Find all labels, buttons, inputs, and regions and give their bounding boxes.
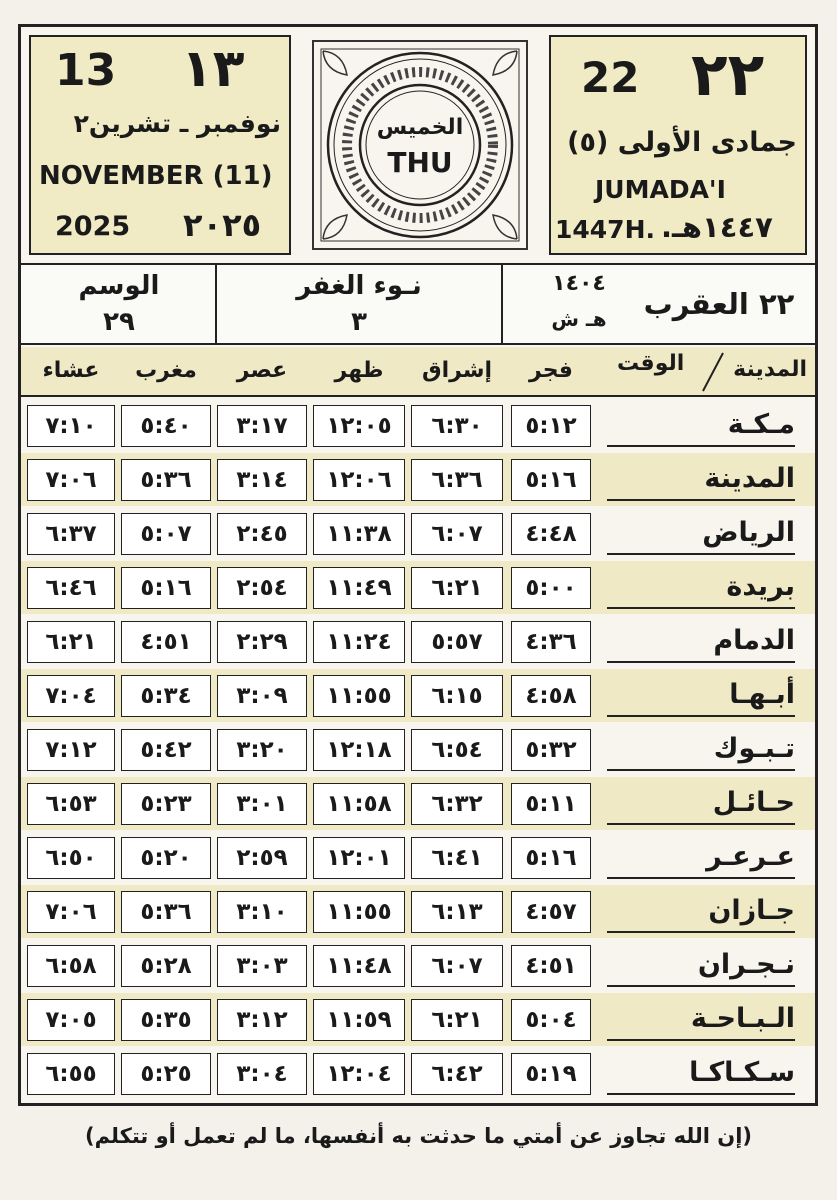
time-maghrib: ٥:٢٣: [121, 783, 211, 825]
hadith-footer: (إن الله تجاوز عن أمتي ما حدثت به أنفسها، ما لم تعمل أو تتكلم): [84, 1124, 753, 1148]
time-fajr: ٥:٠٤: [511, 999, 591, 1041]
time-sunrise: ٦:٥٤: [411, 729, 503, 771]
time-dhuhr: ١١:٤٨: [313, 945, 405, 987]
time-sunrise: ٦:٣٦: [411, 459, 503, 501]
weekday-seal: [309, 37, 531, 253]
solar-year: ١٤٠٤: [552, 271, 606, 296]
city-name: المدينة: [607, 459, 795, 501]
time-maghrib: ٥:٣٥: [121, 999, 211, 1041]
time-dhuhr: ١٢:٠٥: [313, 405, 405, 447]
time-maghrib: ٥:٢٠: [121, 837, 211, 879]
col-isha: عشاء: [42, 358, 100, 383]
header-city: المدينة: [733, 357, 807, 382]
time-sunrise: ٦:٢١: [411, 567, 503, 609]
time-dhuhr: ١١:٥٩: [313, 999, 405, 1041]
time-asr: ٣:١٤: [217, 459, 307, 501]
time-sunrise: ٦:١٥: [411, 675, 503, 717]
time-fajr: ٤:٥٧: [511, 891, 591, 933]
time-dhuhr: ١١:٥٥: [313, 891, 405, 933]
time-dhuhr: ١١:٤٩: [313, 567, 405, 609]
table-row: [21, 561, 815, 614]
time-isha: ٦:٥٨: [27, 945, 115, 987]
hijri-day-en: 22: [581, 53, 640, 102]
time-sunrise: ٦:٢١: [411, 999, 503, 1041]
city-name: تـبـوك: [607, 729, 795, 771]
hijri-year-ar: ١٤٤٧هـ.: [661, 210, 773, 244]
time-dhuhr: ١١:٣٨: [313, 513, 405, 555]
season-info-row: [21, 263, 815, 345]
weekday-name-ar: الخميس: [376, 115, 464, 140]
time-sunrise: ٦:٣٠: [411, 405, 503, 447]
time-sunrise: ٦:١٣: [411, 891, 503, 933]
gregorian-year-en: 2025: [55, 211, 131, 242]
col-city-time: [599, 347, 813, 395]
city-name: حـائـل: [607, 783, 795, 825]
hijri-panel: [549, 35, 807, 255]
hijri-month-en: JUMADA'I: [595, 175, 726, 204]
hijri-month-ar: جمادى الأولى (٥): [567, 127, 797, 158]
city-name: الـبـاحـة: [607, 999, 795, 1041]
time-dhuhr: ١٢:٠٦: [313, 459, 405, 501]
time-maghrib: ٥:٣٤: [121, 675, 211, 717]
table-row: [21, 669, 815, 722]
zodiac-cell: [501, 265, 815, 343]
time-isha: ٧:٠٦: [27, 459, 115, 501]
col-asr: عصر: [236, 358, 288, 383]
time-asr: ٣:٠٩: [217, 675, 307, 717]
time-asr: ٣:١٧: [217, 405, 307, 447]
gregorian-panel: [29, 35, 291, 255]
time-asr: ٣:٠٤: [217, 1053, 307, 1095]
gregorian-month-ar: نوفمبر ـ تشرين٢: [73, 109, 281, 138]
header-time: الوقت: [617, 351, 685, 376]
time-maghrib: ٥:٢٨: [121, 945, 211, 987]
table-row: [21, 453, 815, 506]
solar-suffix: هـ ش: [551, 307, 607, 331]
time-isha: ٧:١٠: [27, 405, 115, 447]
time-isha: ٧:١٢: [27, 729, 115, 771]
time-fajr: ٤:٣٦: [511, 621, 591, 663]
naw-label: نـوء الغفر: [296, 271, 422, 301]
wasm-value: ٢٩: [103, 307, 135, 337]
time-maghrib: ٥:٠٧: [121, 513, 211, 555]
naw-value: ٣: [351, 307, 367, 337]
time-isha: ٦:٤٦: [27, 567, 115, 609]
calendar-frame: [18, 24, 818, 1106]
seal-ornament: [309, 37, 531, 253]
time-maghrib: ٥:٤٠: [121, 405, 211, 447]
time-dhuhr: ١١:٢٤: [313, 621, 405, 663]
time-sunrise: ٦:٤١: [411, 837, 503, 879]
gregorian-year-ar: ٢٠٢٥: [183, 206, 262, 244]
time-isha: ٧:٠٤: [27, 675, 115, 717]
wasm-cell: [21, 265, 217, 343]
time-asr: ٢:٢٩: [217, 621, 307, 663]
prayer-table-header: [21, 347, 815, 397]
time-dhuhr: ١٢:٠١: [313, 837, 405, 879]
time-fajr: ٥:١٢: [511, 405, 591, 447]
gregorian-day-en: 13: [55, 45, 117, 96]
city-name: نـجـران: [607, 945, 795, 987]
zodiac-date: ٢٢ العقرب: [643, 287, 795, 321]
time-maghrib: ٥:٢٥: [121, 1053, 211, 1095]
table-row: [21, 777, 815, 830]
table-row: [21, 1047, 815, 1100]
time-dhuhr: ١١:٥٨: [313, 783, 405, 825]
time-fajr: ٤:٤٨: [511, 513, 591, 555]
time-fajr: ٥:٣٢: [511, 729, 591, 771]
city-name: الرياض: [607, 513, 795, 555]
time-dhuhr: ١٢:٠٤: [313, 1053, 405, 1095]
table-row: [21, 615, 815, 668]
col-sunrise: إشراق: [421, 358, 493, 383]
table-row: [21, 507, 815, 560]
table-row: [21, 993, 815, 1046]
hijri-day-ar: ٢٢: [691, 40, 765, 110]
time-isha: ٦:٥٠: [27, 837, 115, 879]
time-dhuhr: ١٢:١٨: [313, 729, 405, 771]
time-isha: ٧:٠٦: [27, 891, 115, 933]
time-asr: ٢:٤٥: [217, 513, 307, 555]
table-row: [21, 723, 815, 776]
weekday-name-en: THU: [387, 146, 453, 179]
time-isha: ٧:٠٥: [27, 999, 115, 1041]
col-maghrib: مغرب: [135, 358, 197, 383]
time-isha: ٦:٢١: [27, 621, 115, 663]
time-maghrib: ٥:٣٦: [121, 459, 211, 501]
time-fajr: ٥:١٩: [511, 1053, 591, 1095]
time-sunrise: ٦:٣٢: [411, 783, 503, 825]
time-asr: ٢:٥٤: [217, 567, 307, 609]
time-maghrib: ٥:٣٦: [121, 891, 211, 933]
hijri-year-en: 1447H.: [555, 215, 655, 244]
time-maghrib: ٥:١٦: [121, 567, 211, 609]
city-name: أبـهـا: [607, 675, 795, 717]
time-fajr: ٥:١٦: [511, 837, 591, 879]
city-name: مـكـة: [607, 405, 795, 447]
time-fajr: ٥:١١: [511, 783, 591, 825]
city-name: عـرعـر: [607, 837, 795, 879]
city-name: بريدة: [607, 567, 795, 609]
time-fajr: ٥:١٦: [511, 459, 591, 501]
time-dhuhr: ١١:٥٥: [313, 675, 405, 717]
time-isha: ٦:٥٣: [27, 783, 115, 825]
table-row: [21, 399, 815, 452]
city-name: سـكـاكـا: [607, 1053, 795, 1095]
city-name: جـازان: [607, 891, 795, 933]
col-fajr: فجر: [529, 358, 573, 383]
time-isha: ٦:٣٧: [27, 513, 115, 555]
city-name: الدمام: [607, 621, 795, 663]
time-asr: ٣:٢٠: [217, 729, 307, 771]
time-asr: ٣:٠١: [217, 783, 307, 825]
time-isha: ٦:٥٥: [27, 1053, 115, 1095]
time-fajr: ٤:٥٨: [511, 675, 591, 717]
gregorian-day-ar: ١٣: [181, 39, 245, 99]
gregorian-month-en: NOVEMBER (11): [39, 161, 273, 191]
time-maghrib: ٥:٤٢: [121, 729, 211, 771]
time-asr: ٣:١٠: [217, 891, 307, 933]
time-maghrib: ٤:٥١: [121, 621, 211, 663]
time-asr: ٢:٥٩: [217, 837, 307, 879]
time-sunrise: ٦:٤٢: [411, 1053, 503, 1095]
time-asr: ٣:١٢: [217, 999, 307, 1041]
table-row: [21, 831, 815, 884]
time-sunrise: ٦:٠٧: [411, 945, 503, 987]
time-asr: ٣:٠٣: [217, 945, 307, 987]
time-fajr: ٤:٥١: [511, 945, 591, 987]
wasm-label: الوسم: [78, 271, 160, 301]
time-sunrise: ٦:٠٧: [411, 513, 503, 555]
table-row: [21, 885, 815, 938]
col-dhuhr: ظهر: [334, 358, 384, 383]
time-fajr: ٥:٠٠: [511, 567, 591, 609]
table-row: [21, 939, 815, 992]
time-sunrise: ٥:٥٧: [411, 621, 503, 663]
